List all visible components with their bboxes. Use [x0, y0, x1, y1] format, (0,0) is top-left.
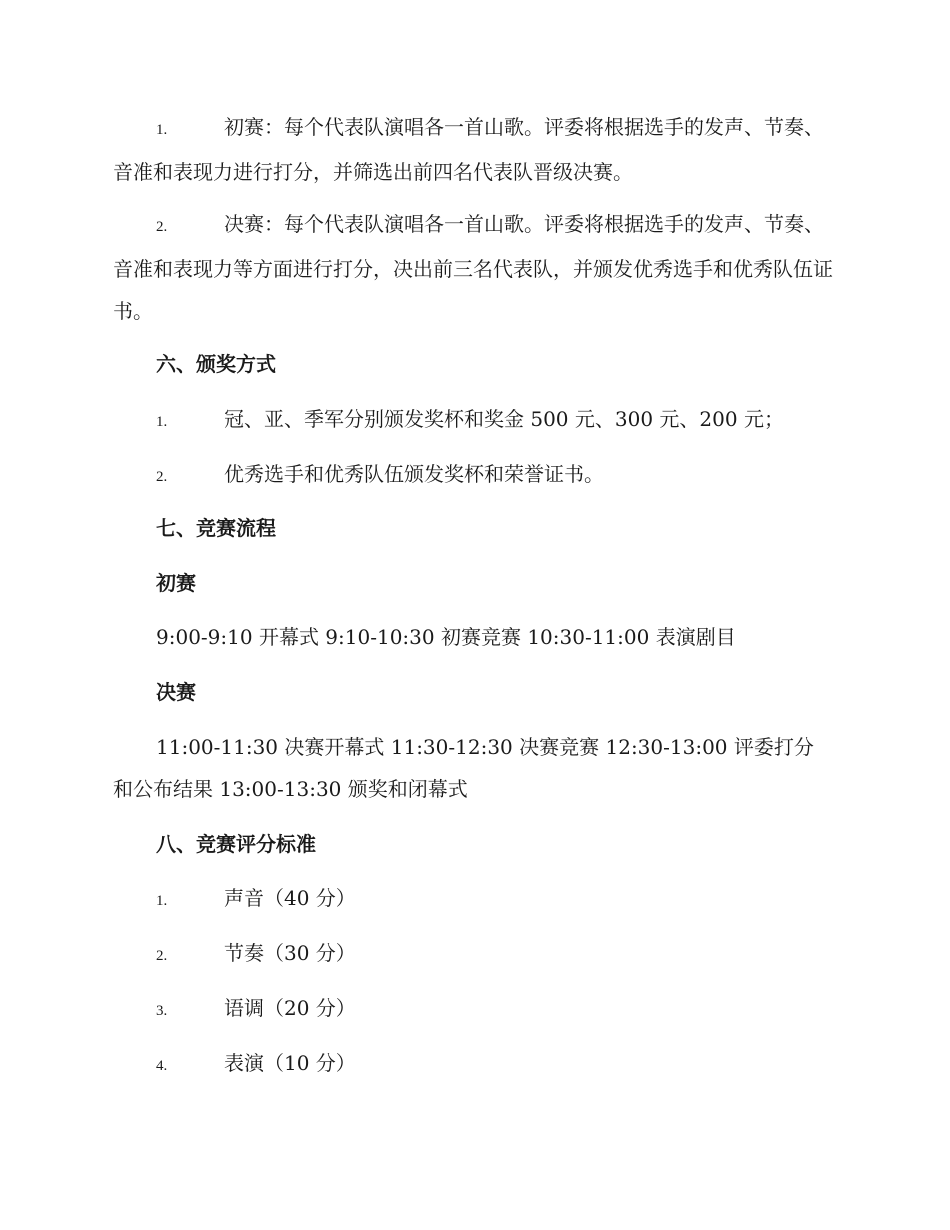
list-number: 1. — [156, 414, 168, 430]
schedule-text: 11:00-11:30 决赛开幕式 11:30-12:30 决赛竞赛 12:30-13:00 评委打分和公布结果 13:00-13:30 颁奖和闭幕式 — [113, 735, 814, 801]
subsection-heading: 初赛 — [156, 571, 196, 595]
list-text: 冠、亚、季军分别颁发奖杯和奖金 500 元、300 元、200 元； — [224, 407, 784, 431]
list-text: 节奏（30 分） — [224, 941, 356, 965]
list-text: 表演（10 分） — [224, 1051, 356, 1075]
list-text: 优秀选手和优秀队伍颁发奖杯和荣誉证书。 — [224, 462, 604, 486]
list-text: 语调（20 分） — [224, 996, 356, 1020]
list-item — [113, 453, 833, 498]
section-heading: 六、颁奖方式 — [156, 352, 276, 376]
list-item — [113, 987, 833, 1032]
section-heading: 七、竞赛流程 — [156, 516, 276, 540]
list-number: 3. — [156, 1003, 168, 1019]
list-number: 2. — [156, 469, 168, 485]
list-text: 初赛：每个代表队演唱各一首山歌。评委将根据选手的发声、节奏、音准和表现力进行打分，并筛选出前四名代表队晋级决赛。 — [113, 115, 824, 184]
list-number: 4. — [156, 1058, 168, 1074]
list-text: 声音（40 分） — [224, 886, 356, 910]
list-number: 2. — [156, 948, 168, 964]
subsection-heading: 决赛 — [156, 680, 196, 704]
list-number: 1. — [156, 893, 168, 909]
list-number: 1. — [156, 122, 168, 138]
list-item — [113, 1042, 833, 1087]
list-item — [113, 106, 833, 193]
section-heading: 八、竞赛评分标准 — [156, 832, 316, 856]
list-item — [113, 203, 833, 332]
list-text: 决赛：每个代表队演唱各一首山歌。评委将根据选手的发声、节奏、音准和表现力等方面进行打分，决出前三名代表队，并颁发优秀选手和优秀队伍证书。 — [113, 212, 833, 323]
schedule-text: 9:00-9:10 开幕式 9:10-10:30 初赛竞赛 10:30-11:00 表演剧目 — [156, 625, 736, 649]
list-number: 2. — [156, 219, 168, 235]
list-item — [113, 877, 833, 922]
list-item — [113, 932, 833, 977]
list-item — [113, 398, 833, 443]
